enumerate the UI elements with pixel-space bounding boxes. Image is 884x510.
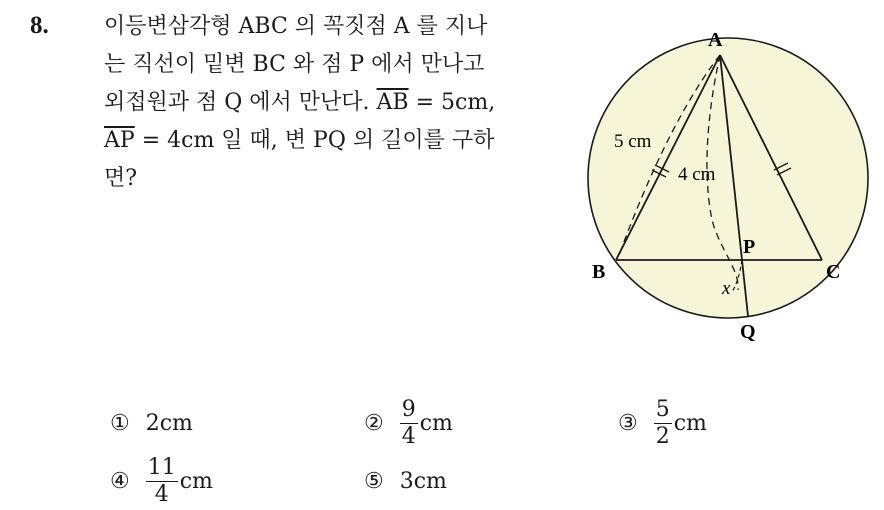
choice-3-unit: cm bbox=[673, 410, 707, 436]
choice-4-unit: cm bbox=[179, 468, 213, 494]
choice-5[interactable] bbox=[364, 453, 447, 509]
choice-2-denominator: 4 bbox=[401, 423, 416, 449]
stem-line-5: 면? bbox=[104, 166, 138, 191]
choice-3-denominator: 2 bbox=[655, 423, 670, 449]
choice-1-text: 2cm bbox=[145, 410, 193, 436]
label-ap-length: 4 cm bbox=[678, 164, 716, 185]
geometry-figure bbox=[580, 20, 870, 350]
label-ab-length: 5 cm bbox=[614, 131, 652, 152]
segment-ap-value: = 4cm 일 때, 변 PQ 의 길이를 구하 bbox=[134, 128, 495, 153]
stem-line-2: 는 직선이 밑변 BC 와 점 P 에서 만나고 bbox=[104, 52, 485, 77]
label-x: x bbox=[722, 278, 731, 299]
answer-choices bbox=[110, 395, 850, 510]
stem-line-3 bbox=[104, 84, 574, 122]
stem-line-3-text: 외접원과 점 Q 에서 만난다. bbox=[104, 90, 377, 115]
choice-4-denominator: 4 bbox=[154, 481, 169, 507]
choice-2[interactable] bbox=[364, 395, 453, 451]
choice-5-text: 3cm bbox=[399, 468, 447, 494]
choice-2-mark: ② bbox=[364, 410, 384, 436]
choice-4-fraction bbox=[146, 454, 178, 507]
choice-4-mark: ④ bbox=[110, 468, 130, 494]
label-p: P bbox=[743, 236, 756, 258]
label-q: Q bbox=[740, 321, 756, 343]
stem-line-4 bbox=[104, 122, 574, 160]
choice-2-fraction bbox=[400, 396, 418, 449]
segment-ab-label: $\overline{AB}$ bbox=[376, 90, 409, 115]
choice-3-fraction bbox=[654, 396, 672, 449]
segment-ab-value: = 5cm, bbox=[408, 90, 496, 115]
choice-1-mark: ① bbox=[110, 410, 130, 436]
label-b: B bbox=[592, 261, 606, 283]
figure-svg bbox=[580, 20, 870, 350]
choice-3-mark: ③ bbox=[618, 410, 638, 436]
choice-3-numerator: 5 bbox=[655, 396, 670, 422]
stem-line-1: 이등변삼각형 ABC 의 꼭짓점 A 를 지나 bbox=[104, 14, 488, 39]
choice-2-unit: cm bbox=[419, 410, 453, 436]
choice-4-numerator: 11 bbox=[147, 454, 176, 480]
label-a: A bbox=[708, 29, 723, 51]
question-stem bbox=[104, 8, 574, 198]
label-c: C bbox=[826, 261, 841, 283]
choice-2-numerator: 9 bbox=[401, 396, 416, 422]
choice-3[interactable] bbox=[618, 395, 707, 451]
segment-ap-label: $\overline{AP}$ bbox=[104, 128, 135, 153]
question-number: 8. bbox=[30, 12, 49, 39]
choice-5-mark: ⑤ bbox=[364, 468, 384, 494]
choice-4[interactable] bbox=[110, 453, 213, 509]
choice-1[interactable] bbox=[110, 395, 193, 451]
